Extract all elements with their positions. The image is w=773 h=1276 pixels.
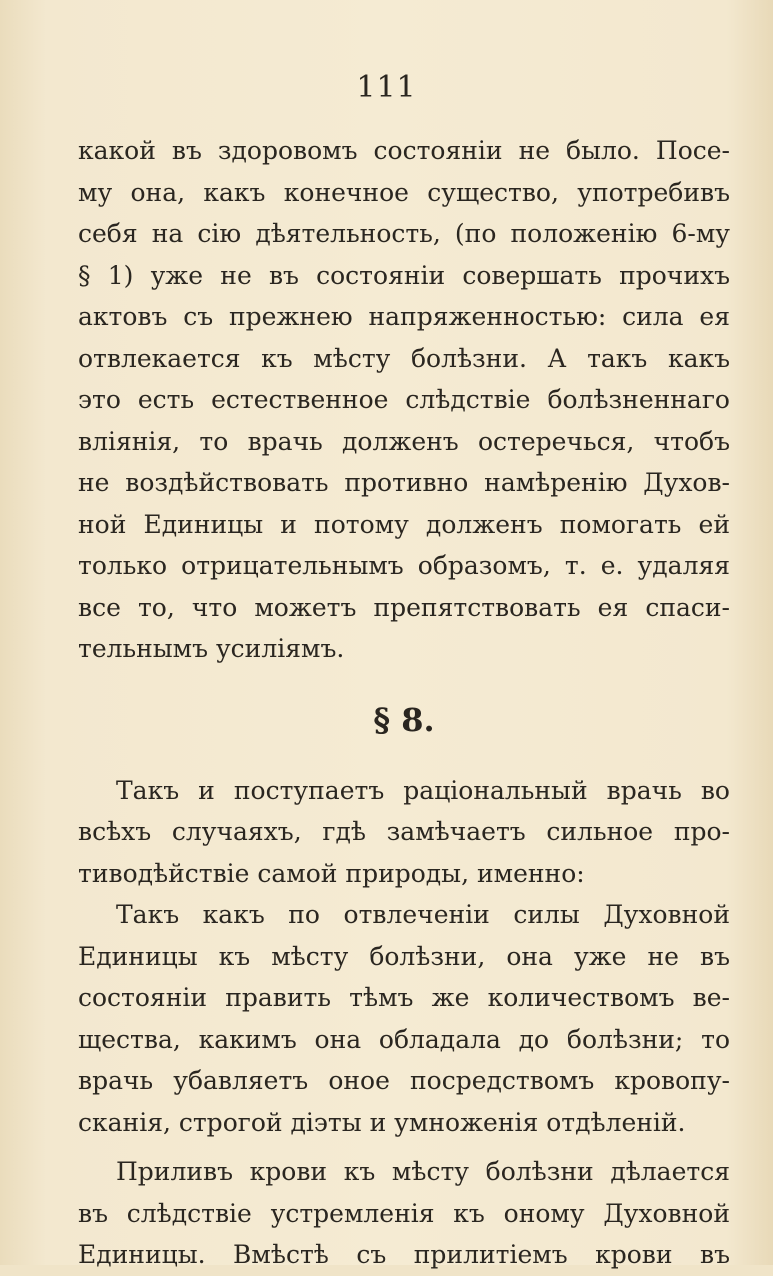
section-heading: § 8. xyxy=(373,700,435,739)
text-line: щества, какимъ она обладала до болѣзни; то xyxy=(78,1024,730,1054)
paragraph-3 xyxy=(78,894,730,1143)
text-line: Приливъ крови къ мѣсту болѣзни дѣлается xyxy=(116,1157,730,1186)
text-line: не воздѣйствовать противно намѣренiю Духов- xyxy=(78,468,730,497)
text-line: Такъ какъ по отвлеченiи силы Духовной xyxy=(116,900,730,929)
text-line: состоянiи править тѣмъ же количествомъ ве- xyxy=(78,983,730,1012)
text-line: влiянiя, то врачь долженъ остеречься, чтобъ xyxy=(78,426,730,456)
page-body xyxy=(78,130,730,1276)
text-line: Такъ и поступаетъ рацiональный врачь во xyxy=(116,775,730,805)
text-line: какой въ здоровомъ состоянiи не было. Посе- xyxy=(78,136,730,165)
text-line: сканiя, строгой дiэты и умноженiя отдѣленiй. xyxy=(78,1107,686,1137)
paragraph-1 xyxy=(78,130,730,670)
text-line: ной Единицы и потому долженъ помогать ей xyxy=(78,509,730,539)
text-line: актовъ съ прежнею напряженностью: сила ея xyxy=(78,302,730,331)
text-line: всѣхъ случаяхъ, гдѣ замѣчаетъ сильное про- xyxy=(78,817,730,846)
paragraph-2 xyxy=(78,770,730,895)
text-line: му она, какъ конечное существо, употребивъ xyxy=(78,177,730,207)
text-line: это есть естественное слѣдствiе болѣзненнаго xyxy=(78,385,730,414)
text-line: въ слѣдствiе устремленiя къ оному Духовной xyxy=(78,1198,730,1228)
paragraph-4 xyxy=(78,1151,730,1276)
text-line: только отрицательнымъ образомъ, т. е. удаляя xyxy=(78,551,730,580)
page-number: 111 xyxy=(356,70,417,105)
text-line: все то, что можетъ препятствовать ея спаси- xyxy=(78,592,730,622)
text-line: себя на сiю дѣятельность, (по положенiю 6-му xyxy=(78,219,730,248)
text-line: отвлекается къ мѣсту болѣзни. А такъ какъ xyxy=(78,343,730,373)
text-line: тиводѣйствiе самой природы, именно: xyxy=(78,858,585,888)
text-line: § 1) уже не въ состоянiи совершать прочихъ xyxy=(78,260,730,290)
text-line: Единицы. Вмѣстѣ съ прилитiемъ крови въ xyxy=(78,1240,730,1269)
text-line: врачь убавляетъ оное посредствомъ кровопу- xyxy=(78,1066,730,1095)
text-line: Единицы къ мѣсту болѣзни, она уже не въ xyxy=(78,941,730,971)
text-line: тельнымъ усилiямъ. xyxy=(78,634,345,663)
